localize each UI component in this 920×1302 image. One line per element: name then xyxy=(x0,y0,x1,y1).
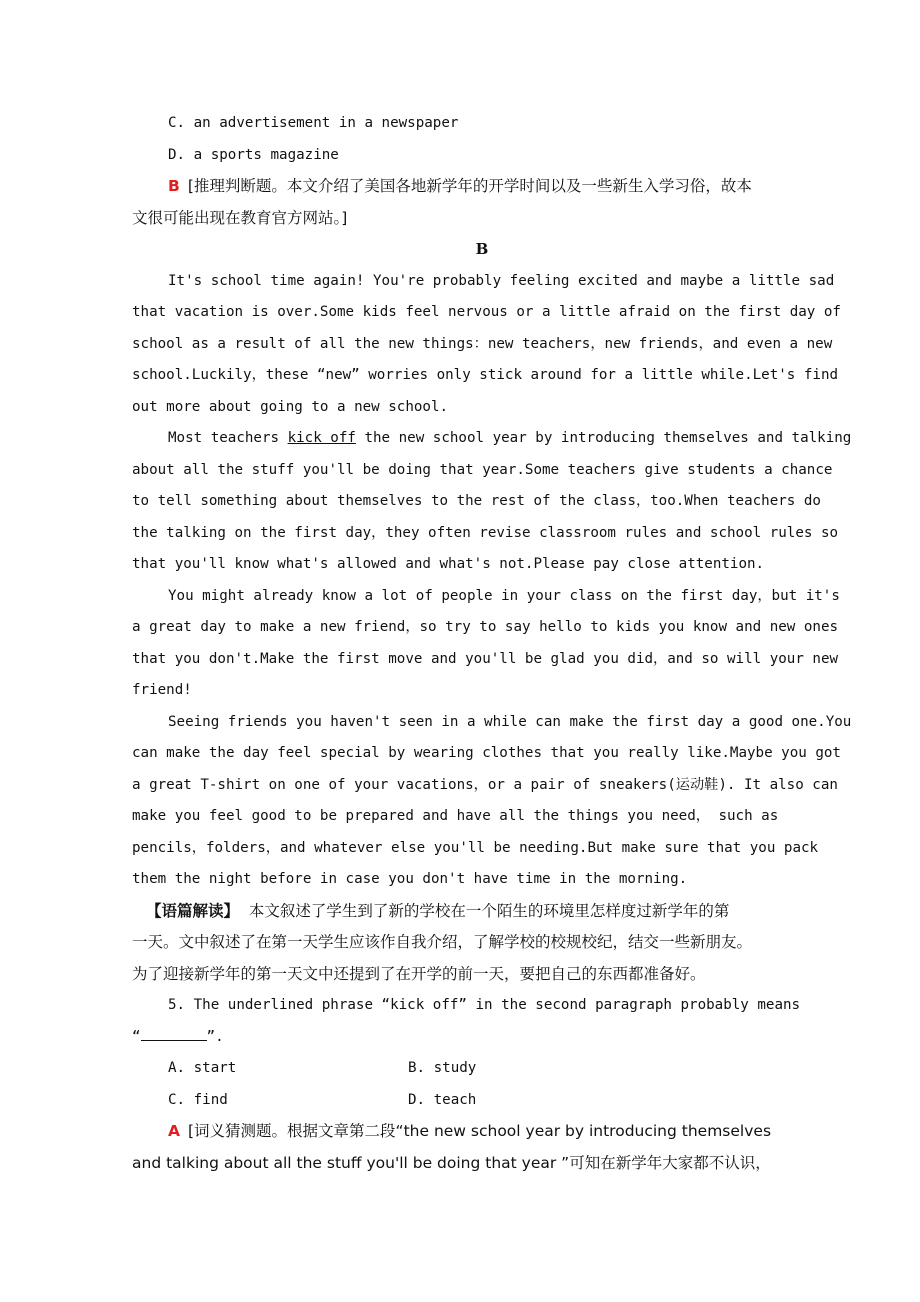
p2-line-3: to tell something about themselves to the rest of the class，too.When teachers do xyxy=(132,493,821,509)
q5-option-a: A. start xyxy=(168,1060,237,1076)
p2-line-1 xyxy=(132,423,852,455)
analysis-line-2: 一天。文中叙述了在第一天学生应该作自我介绍，了解学校的校规校纪，结交一些新朋友。 xyxy=(132,933,753,951)
p2-line-2: about all the stuff you'll be doing that year.Some teachers give students a chance xyxy=(132,461,833,478)
q5-open-quote: “ xyxy=(132,1028,141,1045)
p4-line-5: pencils，folders，and whatever else you'll be needing.But make sure that you pack xyxy=(132,839,819,856)
q5-option-d: D. teach xyxy=(408,1091,477,1108)
underlined-phrase: kick off xyxy=(287,430,356,446)
prev-option-d: D. a sports magazine xyxy=(168,146,339,163)
p2-rest: the new school year by introducing themselves and talking xyxy=(355,430,852,446)
q5-close-quote: ”. xyxy=(206,1028,224,1045)
q5-options-row-1 xyxy=(132,1053,832,1085)
prev-explanation-1: [推理判断题。本文介绍了美国各地新学年的开学时间以及一些新生入学习俗，故本 xyxy=(187,177,752,195)
p2-start: Most teachers xyxy=(168,430,288,446)
q5-option-b: B. study xyxy=(408,1060,477,1076)
prev-answer-line xyxy=(132,171,832,203)
p3-line-3: that you don't.Make the first move and you'll be glad you did，and so will your new xyxy=(132,650,839,667)
p3-line-2: a great day to make a new friend，so try to say hello to kids you know and new ones xyxy=(132,619,839,635)
p4-line-4: make you feel good to be prepared and have all the things you need， such as xyxy=(132,808,779,824)
p1-line-2: that vacation is over.Some kids feel nervous or a little afraid on the first day of xyxy=(132,304,841,320)
q5-answer-line xyxy=(132,1116,832,1148)
p3-line-1: You might already know a lot of people in your class on the first day，but it's xyxy=(168,587,840,604)
p4-line-3: a great T-shirt on one of your vacations，or a pair of sneakers(运动鞋). It also can xyxy=(132,776,838,793)
q5-stem-2 xyxy=(132,1022,832,1054)
p4-line-2: can make the day feel special by wearing clothes that you really like.Maybe you got xyxy=(132,745,841,761)
prev-option-c: C. an advertisement in a newspaper xyxy=(168,115,459,131)
q5-blank xyxy=(141,1026,207,1041)
document-page xyxy=(132,108,852,1179)
section-title: B xyxy=(475,240,489,258)
prev-explanation-2: 文很可能出现在教育官方网站。] xyxy=(132,208,348,227)
p3-line-4: friend! xyxy=(132,682,192,698)
q5-stem-1: 5. The underlined phrase “kick off” in the second paragraph probably means xyxy=(168,997,801,1013)
analysis-label: 【语篇解读】 xyxy=(146,901,240,920)
q5-answer-letter: A xyxy=(168,1122,180,1140)
q5-explanation-1: [词义猜测题。根据文章第二段“the new school year by introducing themselves xyxy=(188,1122,772,1140)
q5-option-c: C. find xyxy=(168,1091,228,1108)
p1-line-1: It's school time again! You're probably feeling excited and maybe a little sad xyxy=(168,272,835,289)
p1-line-4: school.Luckily，these “new” worries only stick around for a little while.Let's find xyxy=(132,367,839,383)
analysis-text-1: 本文叙述了学生到了新的学校在一个陌生的环境里怎样度过新学年的第 xyxy=(248,901,730,920)
q5-explanation-2: and talking about all the stuff you'll be doing that year ”可知在新学年大家都不认识， xyxy=(132,1153,771,1172)
q5-options-row-2 xyxy=(132,1085,832,1117)
p2-line-4: the talking on the first day，they often revise classroom rules and school rules so xyxy=(132,524,839,541)
analysis-line-3: 为了迎接新学年的第一天文中还提到了在开学的前一天，要把自己的东西都准备好。 xyxy=(132,964,706,983)
p2-line-5: that you'll know what's allowed and what's not.Please pay close attention. xyxy=(132,556,765,572)
p1-line-5: out more about going to a new school. xyxy=(132,398,449,415)
p4-line-6: them the night before in case you don't have time in the morning. xyxy=(132,871,688,887)
p1-line-3: school as a result of all the new things：new teachers，new friends，and even a new xyxy=(132,335,833,352)
prev-answer-letter: B xyxy=(168,177,180,195)
p4-line-1: Seeing friends you haven't seen in a while can make the first day a good one.You xyxy=(168,713,852,730)
analysis-line-1 xyxy=(132,896,832,928)
